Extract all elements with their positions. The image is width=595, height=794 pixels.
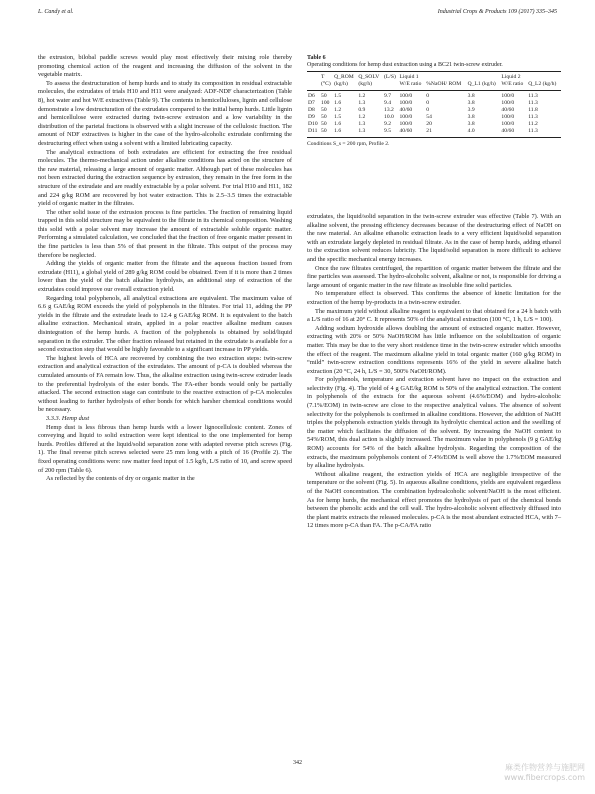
table-cell: Liquid 2 — [500, 72, 527, 82]
table-cell — [425, 72, 466, 82]
table-cell: 0 — [426, 107, 430, 113]
table-cell: 1.6 — [333, 128, 357, 138]
table-cell: 4.0 — [467, 128, 501, 138]
table-cell — [467, 72, 501, 82]
table-cell: 21 — [425, 128, 466, 138]
body-paragraph: Once the raw filtrates centrifuged, the repartition of organic matter between the filtrate and the fine particles was assessed. The hydro-alcoholic solvent, alkaline or not, is responsible for driving a large amount of organic matter in the raw filtrate as insoluble fine solid particles. — [307, 264, 561, 289]
running-header-authors: L. Candy et al. — [38, 9, 74, 15]
table-cell: 13.2 — [384, 107, 394, 113]
table-cell: D10 — [308, 121, 318, 127]
table-cell: 11.8 — [528, 107, 538, 113]
body-paragraph: The other solid issue of the extrusion process is fine particles. The fraction of remaining liquid trapped in this solid structure may be equivalent to the filtrate in its chemical composition. Washing this solid with a polar solvent may increase the amount of extractable soluble organic matter. Performing a simulated calculation, we concluded that the fraction of free organic matter present in the fine particles is less than 5% of that present in the filtrate. This output of the process may therefore be neglected. — [38, 208, 292, 259]
table-cell: W/E ratio — [500, 81, 527, 91]
table-cell: 100 — [321, 100, 330, 106]
table-cell: Q_ROM — [333, 72, 357, 82]
body-paragraph: Regarding total polyphenols, all analytical extractions are equivalent. The maximum value of 6.6 g GAE/kg ROM exceeds the yield of polyphenols in the filtrates. For trial 11, adding the PP yields in the filtrate and the extrudate leads to 12.4 g GAE/kg ROM. It is equivalent to the batch alkaline extraction. Mechanical strain, applied in a polar reactive alkaline medium causes disintegration of the hemp hurds. A fraction of the polyphenols is obtained by solid/liquid separation in the extruder. The other fraction released but retained in the extrudate is available for a second extraction step that would be highly favorable to a significant increase in PP yields. — [38, 294, 292, 354]
table-cell: 1.2 — [334, 107, 342, 113]
watermark-url: www.fibercrops.com — [504, 773, 585, 782]
table-cell: 3.8 — [467, 93, 475, 99]
body-paragraph: Without alkaline reagent, the extraction yields of HCA are negligible irrespective of the temperature or the solvent (Fig. 5). In aqueous alkaline conditions, yields are equivalent regardless of the NaOH concentration. The combination hydroalcoholic solvent/NaOH is the most efficient. As for hemp hurds, the mechanical effect promotes the hydrolysis of part of the chemical bonds between the phenolic acids and the cell wall. The hydro-alcoholic solvent effectively diffused into the plant matrix extracts the released molecules. p-CA is the most abundant extracted HCA, with 7–12 times more p-CA than FA. The p-CA/FA ratio — [307, 470, 561, 530]
table-cell: 1.2 — [358, 114, 366, 120]
table-cell: 1.6 — [334, 100, 342, 106]
table-cell: 3.8 — [467, 100, 475, 106]
table-cell: 11.3 — [528, 100, 538, 106]
page-number: 342 — [293, 760, 302, 766]
table-cell: 40/60 — [399, 107, 413, 113]
table-cell — [307, 81, 320, 91]
table-cell: 40/60 — [501, 107, 515, 113]
table-cell: 11.3 — [527, 128, 561, 138]
table-cell: 100/0 — [399, 114, 413, 120]
table-cell: Q_L1 (kg/h) — [467, 81, 501, 91]
table-cell: Q_L2 (kg/h) — [527, 81, 561, 91]
table-cell: 1.3 — [358, 121, 366, 127]
body-paragraph: the extrusion, bilobal paddle screws would play most effectively their mixing role thereby promoting chemical action of the reagent and increasing the diffusion of the solvent in the vegetable matrix. — [38, 54, 292, 79]
table-cell: 9.2 — [384, 121, 392, 127]
table-cell: 50 — [321, 114, 327, 120]
table-cell: 50 — [321, 107, 327, 113]
table-cell: 100/0 — [399, 93, 413, 99]
body-paragraph: The analytical extractions of both extrudates are efficient for extracting the free residual molecules. The thermo-mechanical action under alkaline conditions has acted on the structure of the raw material, releasing a large amount of organic matter. Although part of these molecules has not been extracted during the extraction sequence by extrusion, they remain in the free form in the structure of the extrudate and are readily extractable by a polar solvent. For trial H10 and H11, 182 and 224 g/kg ROM are recovered by hot water extraction. This is 2.5–3.5 times the extractable yield of organic matter in the filtrates. — [38, 148, 292, 208]
table-cell: 1.3 — [357, 128, 383, 138]
table-6 — [307, 55, 561, 147]
right-text-column — [307, 213, 561, 531]
watermark-cn: 麻类作物营养与施肥网 — [505, 763, 585, 772]
table-cell: 40/60 — [500, 128, 527, 138]
left-text-column — [38, 54, 292, 484]
table-row — [307, 121, 561, 128]
table-cell: D9 — [308, 114, 315, 120]
table-cell — [383, 81, 398, 91]
table-cell: 11.2 — [528, 121, 538, 127]
table-cell: 3.8 — [467, 121, 475, 127]
table-row — [307, 107, 561, 114]
body-paragraph: The highest levels of HCA are recovered by combining the two extraction steps: twin-screw extraction and analytical extraction of the extrudates. The amount of p-CA is doubled whereas the cumulated amounts of FA remain low. Thus, the alkaline extraction using twin-screw extruder leads to the preferential hydrolysis of the ester bonds. The FA-ether bonds would only be partially attacked. The second extraction stage can contribute to the reactive extraction of p-CA molecules without leading to further hydrolysis of ether bonds for which harsher chemical conditions would be necessary. — [38, 354, 292, 414]
table-cell: 0 — [426, 93, 430, 99]
table-cell: (°C) — [320, 81, 333, 91]
table-cell: 3.8 — [467, 114, 475, 120]
table-row — [307, 128, 561, 138]
table-body — [307, 91, 561, 138]
table-number: Table 6 — [307, 55, 326, 61]
body-paragraph: Adding the yields of organic matter from the filtrate and the aqueous fraction issued from extrudate (H11), a global yield of 289 g/kg ROM could be obtained. Even if it is more than 2 times lower than the yield of the batch alkaline hydrolysis, an additional step of extraction of the extrudates could improve our overall extraction yield. — [38, 260, 292, 294]
table-cell: 1.2 — [358, 93, 366, 99]
table-cell: 11.3 — [528, 93, 538, 99]
table-footnote: Conditions S_s = 200 rpm, Profile 2. — [307, 141, 390, 147]
table-cell: 1.6 — [334, 121, 342, 127]
body-paragraph: The maximum yield without alkaline reagent is equivalent to that obtained for a 24 h batch with a L/S ratio of 16 at 20° C. It represents 50% of the analytical extraction (100 °C, 1 h, L/S = 100). — [307, 307, 561, 324]
table-cell: 40/60 — [398, 128, 425, 138]
watermark — [504, 763, 585, 783]
table-row — [307, 100, 561, 107]
table-cell: 100/0 — [501, 100, 515, 106]
table-cell: W/E ratio — [398, 81, 425, 91]
table-cell: 20 — [426, 121, 432, 127]
running-header-journal: Industrial Crops & Products 109 (2017) 335–345 — [437, 9, 557, 15]
table-cell — [307, 72, 320, 82]
table-cell: 50 — [321, 121, 327, 127]
table-cell: %NaOH/ ROM — [425, 81, 466, 91]
table-header-row — [307, 72, 561, 82]
table-cell: 100/0 — [501, 114, 515, 120]
table-cell: 50 — [321, 93, 327, 99]
table-cell: 100/0 — [501, 121, 515, 127]
table-cell: 100/0 — [399, 100, 413, 106]
table-cell: 9.7 — [384, 93, 392, 99]
table-cell — [527, 72, 561, 82]
table-cell: T — [320, 72, 333, 82]
table-cell: 50 — [320, 128, 333, 138]
table-cell: 0.9 — [358, 107, 366, 113]
table-cell: 10.0 — [384, 114, 394, 120]
body-paragraph: For polyphenols, temperature and extraction solvent have no impact on the extraction and selectivity (Fig. 4). The yield of 4 g GAE/kg ROM is 50% of the analytical extraction. The content in polyphenols of the extracts for the aqueous solvent (4.6%/EOM) and hydro-alcoholic (7.1%/EOM) in twin-screw are close to the respective analytical values. The absence of solvent selectivity for the polyphenols is confirmed in alkaline conditions. However, the addition of NaOH triples the polyphenols extraction yields through its hydrolytic chemical action and the swelling of the matter which facilitates the diffusion of the solvent. By increasing the NaOH content to 54%/ROM, this dual action is slightly increased. The maximum value in polyphenols (9 g GAE/kg ROM) accounts for 54% of the batch alkaline hydrolysis. Regarding the composition of the extracts, the maximum polyphenols content of 7.4%/EOM is well above the 1.7%/EOM measured by alkaline hydrolysis. — [307, 376, 561, 470]
table-cell: 100/0 — [399, 121, 413, 127]
table-row — [307, 114, 561, 121]
table-cell: Liquid 1 — [398, 72, 425, 82]
table-cell: Q_SOLV — [357, 72, 383, 82]
body-paragraph: extrudates, the liquid/solid separation in the twin-screw extruder was effective (Table 7). With an alkaline solvent, the pressing efficiency decreases because of the destructuring effect of NaOH on the raw material. An alkaline ethanolic extraction leads to a very efficient liquid/solid separation with an extrudate largely depleted in residual filtrate. As in the case of hemp hurds, adding ethanol to the extraction solvent reduces lubricity. The liquid/solid separation is more difficult to achieve and the specific mechanical energy increases. — [307, 213, 561, 263]
table-cell: D8 — [308, 107, 315, 113]
table-cell: D11 — [307, 128, 320, 138]
body-paragraph: As reflected by the contents of dry or organic matter in the — [46, 475, 195, 483]
table-cell: D6 — [308, 93, 315, 99]
table-cell: (kg/h) — [357, 81, 383, 91]
table-cell: (kg/h) — [333, 81, 357, 91]
table-cell: D7 — [308, 100, 315, 106]
table-cell: 1.3 — [358, 100, 366, 106]
table-row — [307, 91, 561, 101]
body-paragraph: To assess the destructuration of hemp hurds and to study its composition in residual extractable molecules, the extrudates of trials H10 and H11 were analyzed: ADF-NDF characterization (Table 8), hot water and hot W/E extractives (Table 9). The contents in hemicelluloses, lignin and cellulose demonstrate a low destructuration of the extrudates compared to the initial hemp hurds. Little lignin and hemicellulose were extracted during twin-screw extrusion and a low variability in the distribution of the parietal fractions is observed with a slight increase of the cellulosic fraction. The amount of NDF extractives is higher in the case of the hydro-alcoholic extrudate confirming the destructuring effect when using a solvent with a limited lubricating capacity. — [38, 79, 292, 147]
table-cell: 3.9 — [467, 107, 475, 113]
table-cell: 1.5 — [334, 93, 342, 99]
table-cell: 9.5 — [383, 128, 398, 138]
table-cell: (L/S) — [383, 72, 398, 82]
table-cell: 1.5 — [334, 114, 342, 120]
table-cell: 9.4 — [384, 100, 392, 106]
table-cell: 11.3 — [528, 114, 538, 120]
operating-conditions-table — [307, 71, 561, 138]
body-paragraph: Adding sodium hydroxide allows doubling the amount of extracted organic matter. However, extracting with 20% or 50% NaOH/ROM has little influence on the solubilization of organic matter. This may be due to the very short residence time in the twin-screw extruder which smooths the effect of the reagent. The maximum alkaline yield in total organic matter (160 g/kg ROM) in “mild” twin-screw extraction conditions represents 16% of the yield in severe alkaline batch extraction (20 °C, 24 h, L/S = 30, 500% NaOH/ROM). — [307, 324, 561, 375]
section-subheading: 3.3.3. Hemp dust — [46, 414, 90, 422]
body-paragraph: Hemp dust is less fibrous than hemp hurds with a lower lignocellulosic content. Zones of conveying and liquid to solid extraction were kept identical to the one implemented for hemp hurds. Profiles differed at the liquid/solid separation zone with adapted reverse pitch screws (Fig. 1). The final reverse pitch screws selected were 25 mm long with a pitch of 16 (Profile 2). The fixed operating conditions were: raw matter feed input of 1.5 kg/h, L/S ratio of 10, and screw speed of 200 rpm (Table 6). — [38, 423, 292, 474]
body-paragraph: No temperature effect is observed. This confirms the absence of kinetic limitation for the extraction of the hemp by-products in a twin-screw extruder. — [307, 290, 561, 306]
table-caption: Operating conditions for hemp dust extraction using a BC21 twin-screw extruder. — [307, 62, 503, 68]
table-cell: 100/0 — [501, 93, 515, 99]
table-cell: 54 — [426, 114, 432, 120]
table-cell: 0 — [426, 100, 430, 106]
table-header-units-row — [307, 81, 561, 91]
